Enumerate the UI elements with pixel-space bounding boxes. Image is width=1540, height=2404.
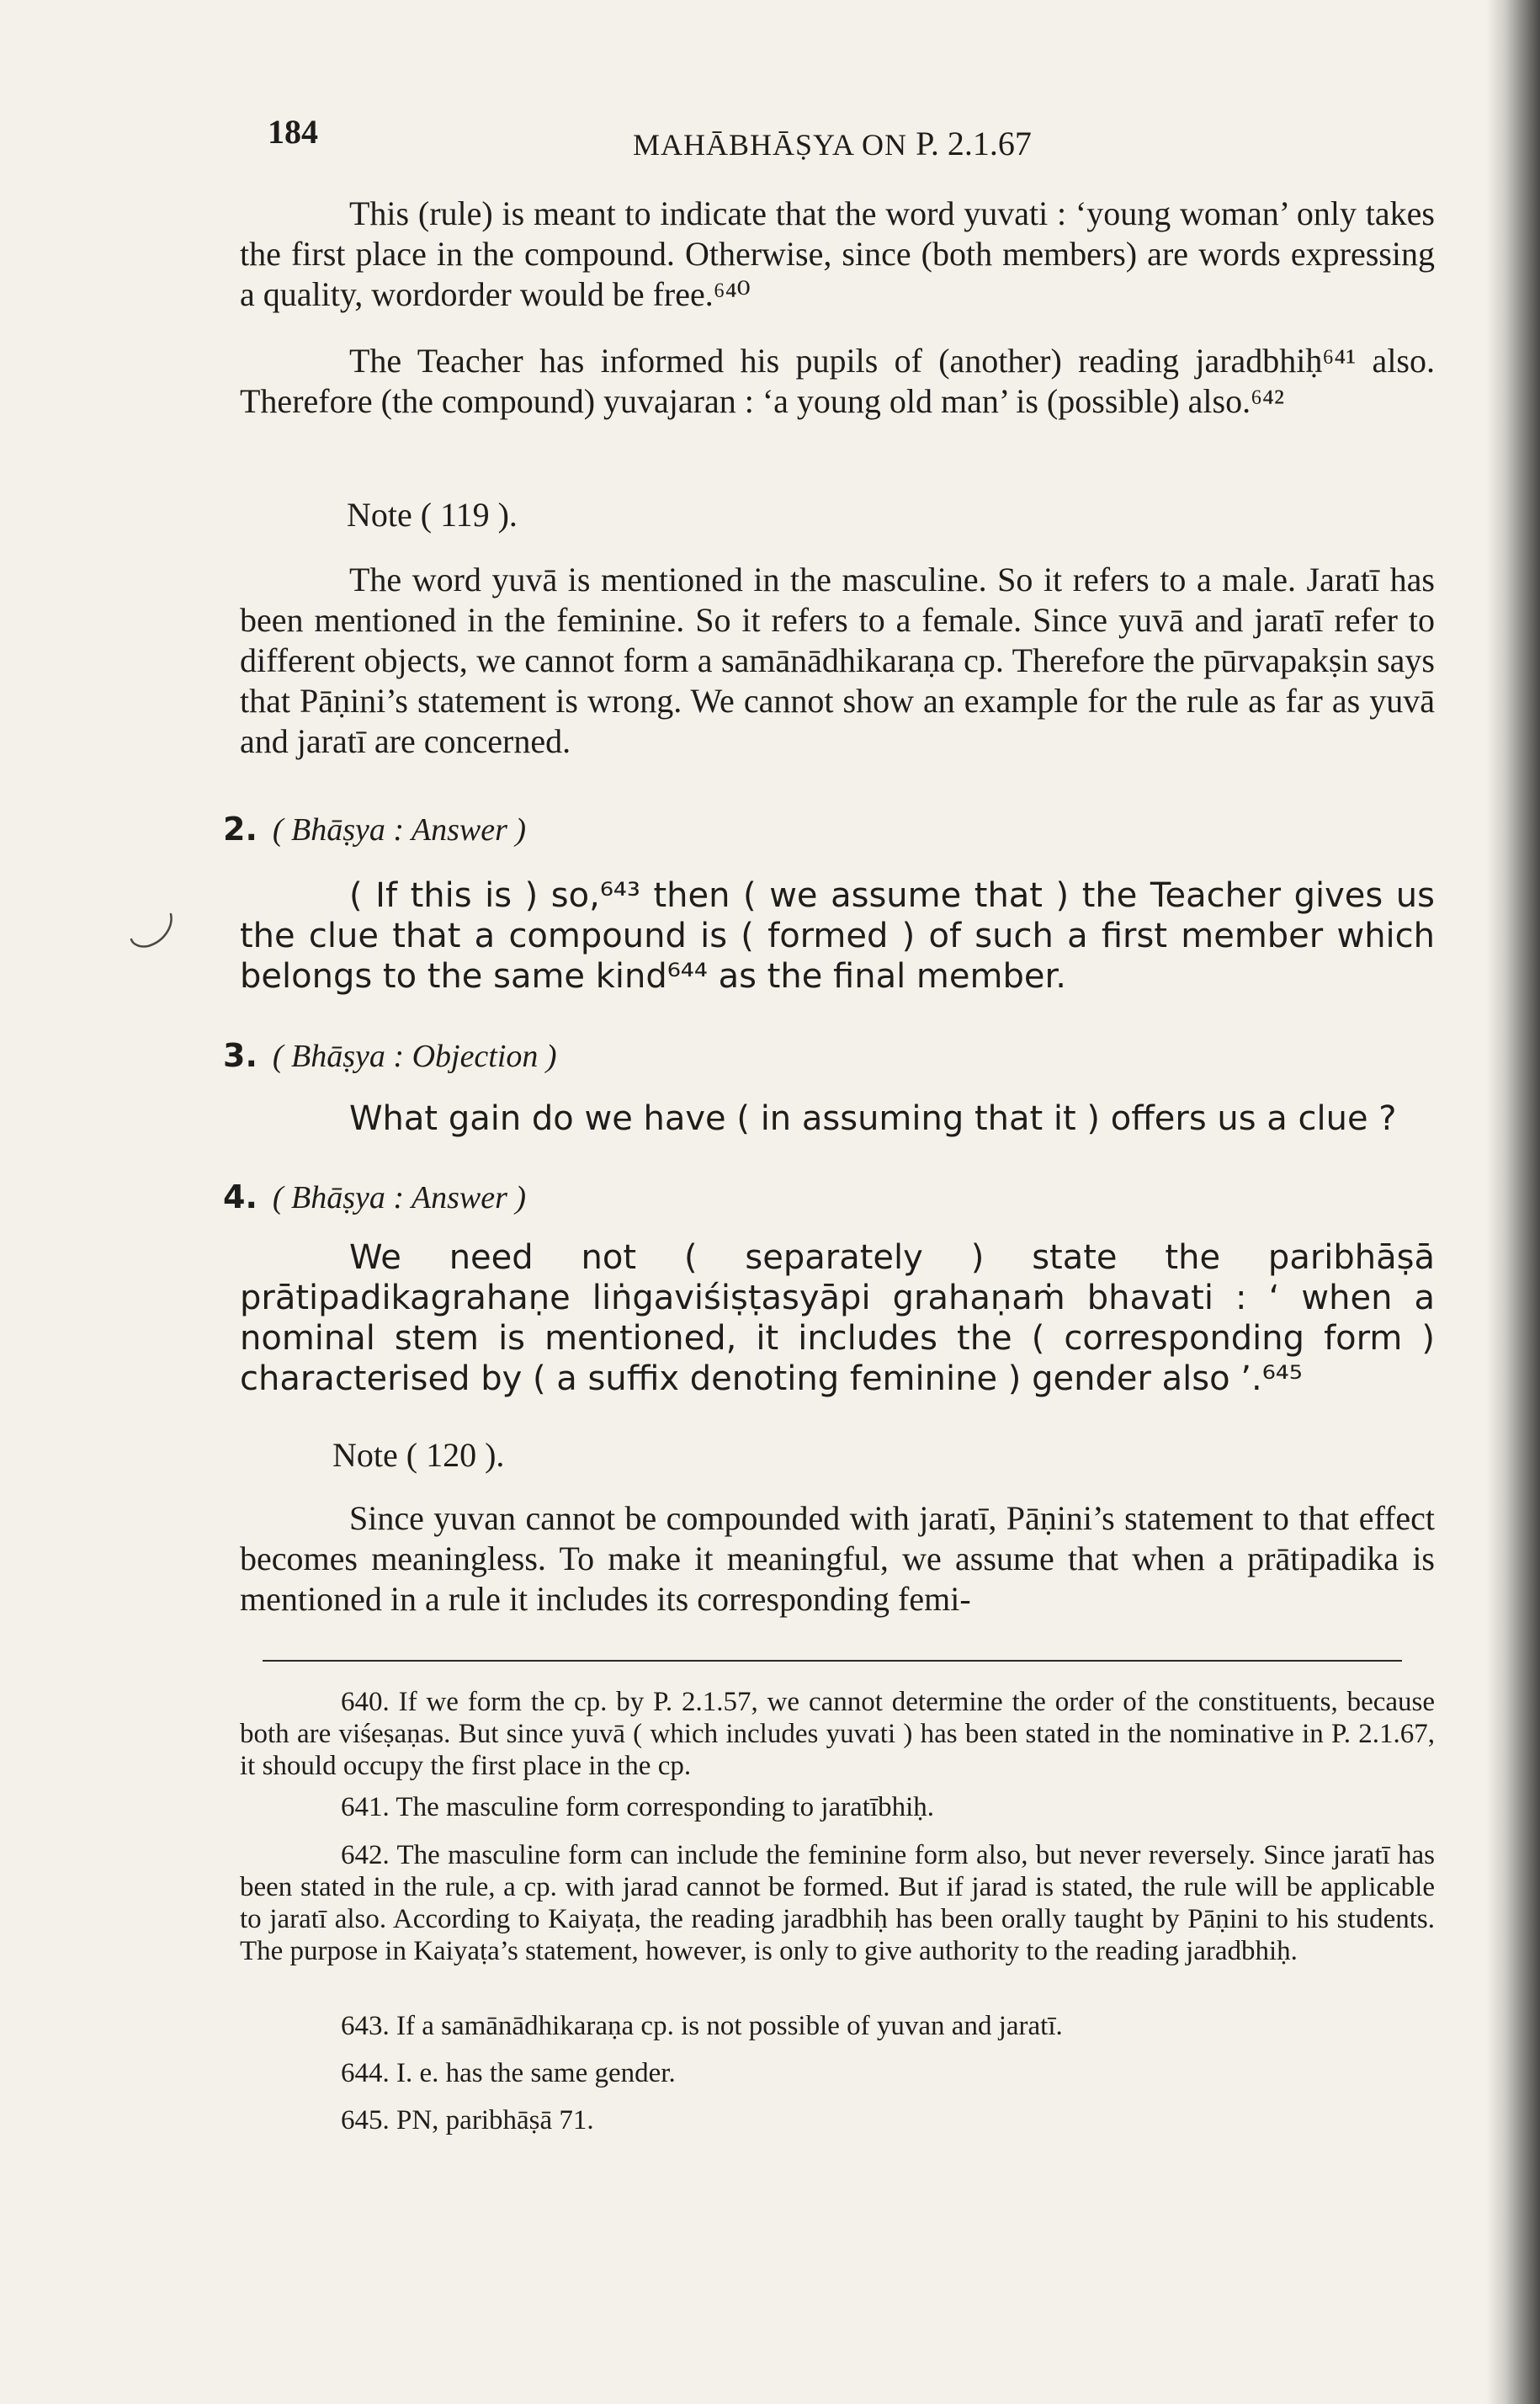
section-2-text: ( If this is ) so,⁶⁴³ then ( we assume that ) the Teacher gives us the clue that a compound is ( formed ) of such a first member which belongs to the same kind⁶⁴⁴ as the final member. — [240, 876, 1435, 996]
page-edge-shadow — [1486, 0, 1540, 2404]
footnote-644 — [240, 2057, 1435, 2089]
footnote-640-number: 640. — [341, 1687, 390, 1717]
note-120-text: Since yuvan cannot be compounded with jaratī, Pāṇini’s statement to that effect becomes meaningless. To make it meaningful, we assume that when a prātipadika is mentioned in a rule it includes its corresponding femi- — [240, 1499, 1435, 1618]
section-3-heading — [223, 1037, 557, 1075]
footnote-645-text: PN, paribhāṣā 71. — [396, 2105, 594, 2135]
note-120-title: Note ( 120 ). — [332, 1436, 505, 1474]
footnote-645 — [240, 2104, 1435, 2136]
footnote-642-number: 642. — [341, 1840, 390, 1870]
page-number: 184 — [268, 113, 318, 151]
section-2-heading — [223, 811, 526, 848]
footnote-643-text: If a samānādhikaraṇa cp. is not possible of yuvan and jaratī. — [396, 2011, 1063, 2041]
section-3-label: ( Bhāṣya : Objection ) — [272, 1039, 557, 1074]
footnote-642 — [240, 1839, 1435, 1967]
section-4-label: ( Bhāṣya : Answer ) — [272, 1180, 527, 1215]
note-119-text: The word yuvā is mentioned in the masculine. So it refers to a male. Jaratī has been mentioned in the feminine. So it refers to a female. Since yuvā and jaratī refer to different objects, we cannot form a samānādhikaraṇa cp. Therefore the pūrvapakṣin says that Pāṇini’s statement is wrong. We cannot show an example for the rule as far as yuvā and jaratī are concerned. — [240, 561, 1435, 760]
footnote-641 — [240, 1791, 1435, 1823]
footnote-641-number: 641. — [341, 1792, 390, 1822]
section-4-heading — [223, 1178, 526, 1216]
section-4-text: We need not ( separately ) state the paribhāṣā prātipadikagrahaṇe liṅgaviśiṣṭasyāpi grahaṇaṁ bhavati : ‘ when a nominal stem is mentioned, it includes the ( corresponding form ) characterised by ( a suffix denoting feminine ) gender also ’.⁶⁴⁵ — [240, 1238, 1435, 1398]
footnote-645-number: 645. — [341, 2105, 390, 2135]
footnote-642-text: The masculine form can include the feminine form also, but never reversely. Since jaratī has been stated in the rule, a cp. with jarad cannot be formed. But if jarad is stated, the rule will be applicable to jaratī also. According to Kaiyaṭa, the reading jaradbhiḥ has been orally taught by Pāṇini to his students. The purpose in Kaiyaṭa’s statement, however, is only to give authority to the reading jaradbhiḥ. — [240, 1840, 1435, 1966]
header-rule: P. 2.1.67 — [916, 125, 1032, 162]
footnote-640-text: If we form the cp. by P. 2.1.57, we cannot determine the order of the constituents, because both are viśeṣaṇas. But since yuvā ( which includes yuvati ) has been stated in the nominative in P. 2.1.67, it should occupy the first place in the cp. — [240, 1687, 1436, 1781]
footnote-643 — [240, 2010, 1435, 2042]
section-3-text: What gain do we have ( in assuming that it ) offers us a clue ? — [349, 1099, 1397, 1138]
running-header — [633, 124, 1032, 163]
paragraph-1: This (rule) is meant to indicate that the word yuvati : ‘young woman’ only takes the first place in the compound. Otherwise, since (both members) are words expressing a quality, wordorder would be free.⁶⁴⁰ — [240, 194, 1435, 313]
section-4-number: 4. — [223, 1178, 258, 1215]
footnote-643-number: 643. — [341, 2011, 390, 2041]
note-119-title: Note ( 119 ). — [347, 496, 518, 534]
section-2-label: ( Bhāṣya : Answer ) — [272, 812, 527, 848]
margin-pencil-mark — [125, 907, 183, 958]
footnote-640 — [240, 1686, 1435, 1782]
footnote-644-number: 644. — [341, 2058, 390, 2088]
footnote-641-text: The masculine form corresponding to jaratībhiḥ. — [396, 1792, 935, 1822]
section-2-number: 2. — [223, 811, 258, 848]
footnote-644-text: I. e. has the same gender. — [396, 2058, 676, 2088]
footnote-divider — [263, 1660, 1402, 1662]
section-3-number: 3. — [223, 1037, 258, 1074]
paragraph-2: The Teacher has informed his pupils of (another) reading jaradbhiḥ⁶⁴¹ also. Therefore (the compound) yuvajaran : ‘a young old man’ is (possible) also.⁶⁴² — [240, 342, 1435, 420]
header-title: MAHĀBHĀṢYA ON — [633, 128, 908, 162]
